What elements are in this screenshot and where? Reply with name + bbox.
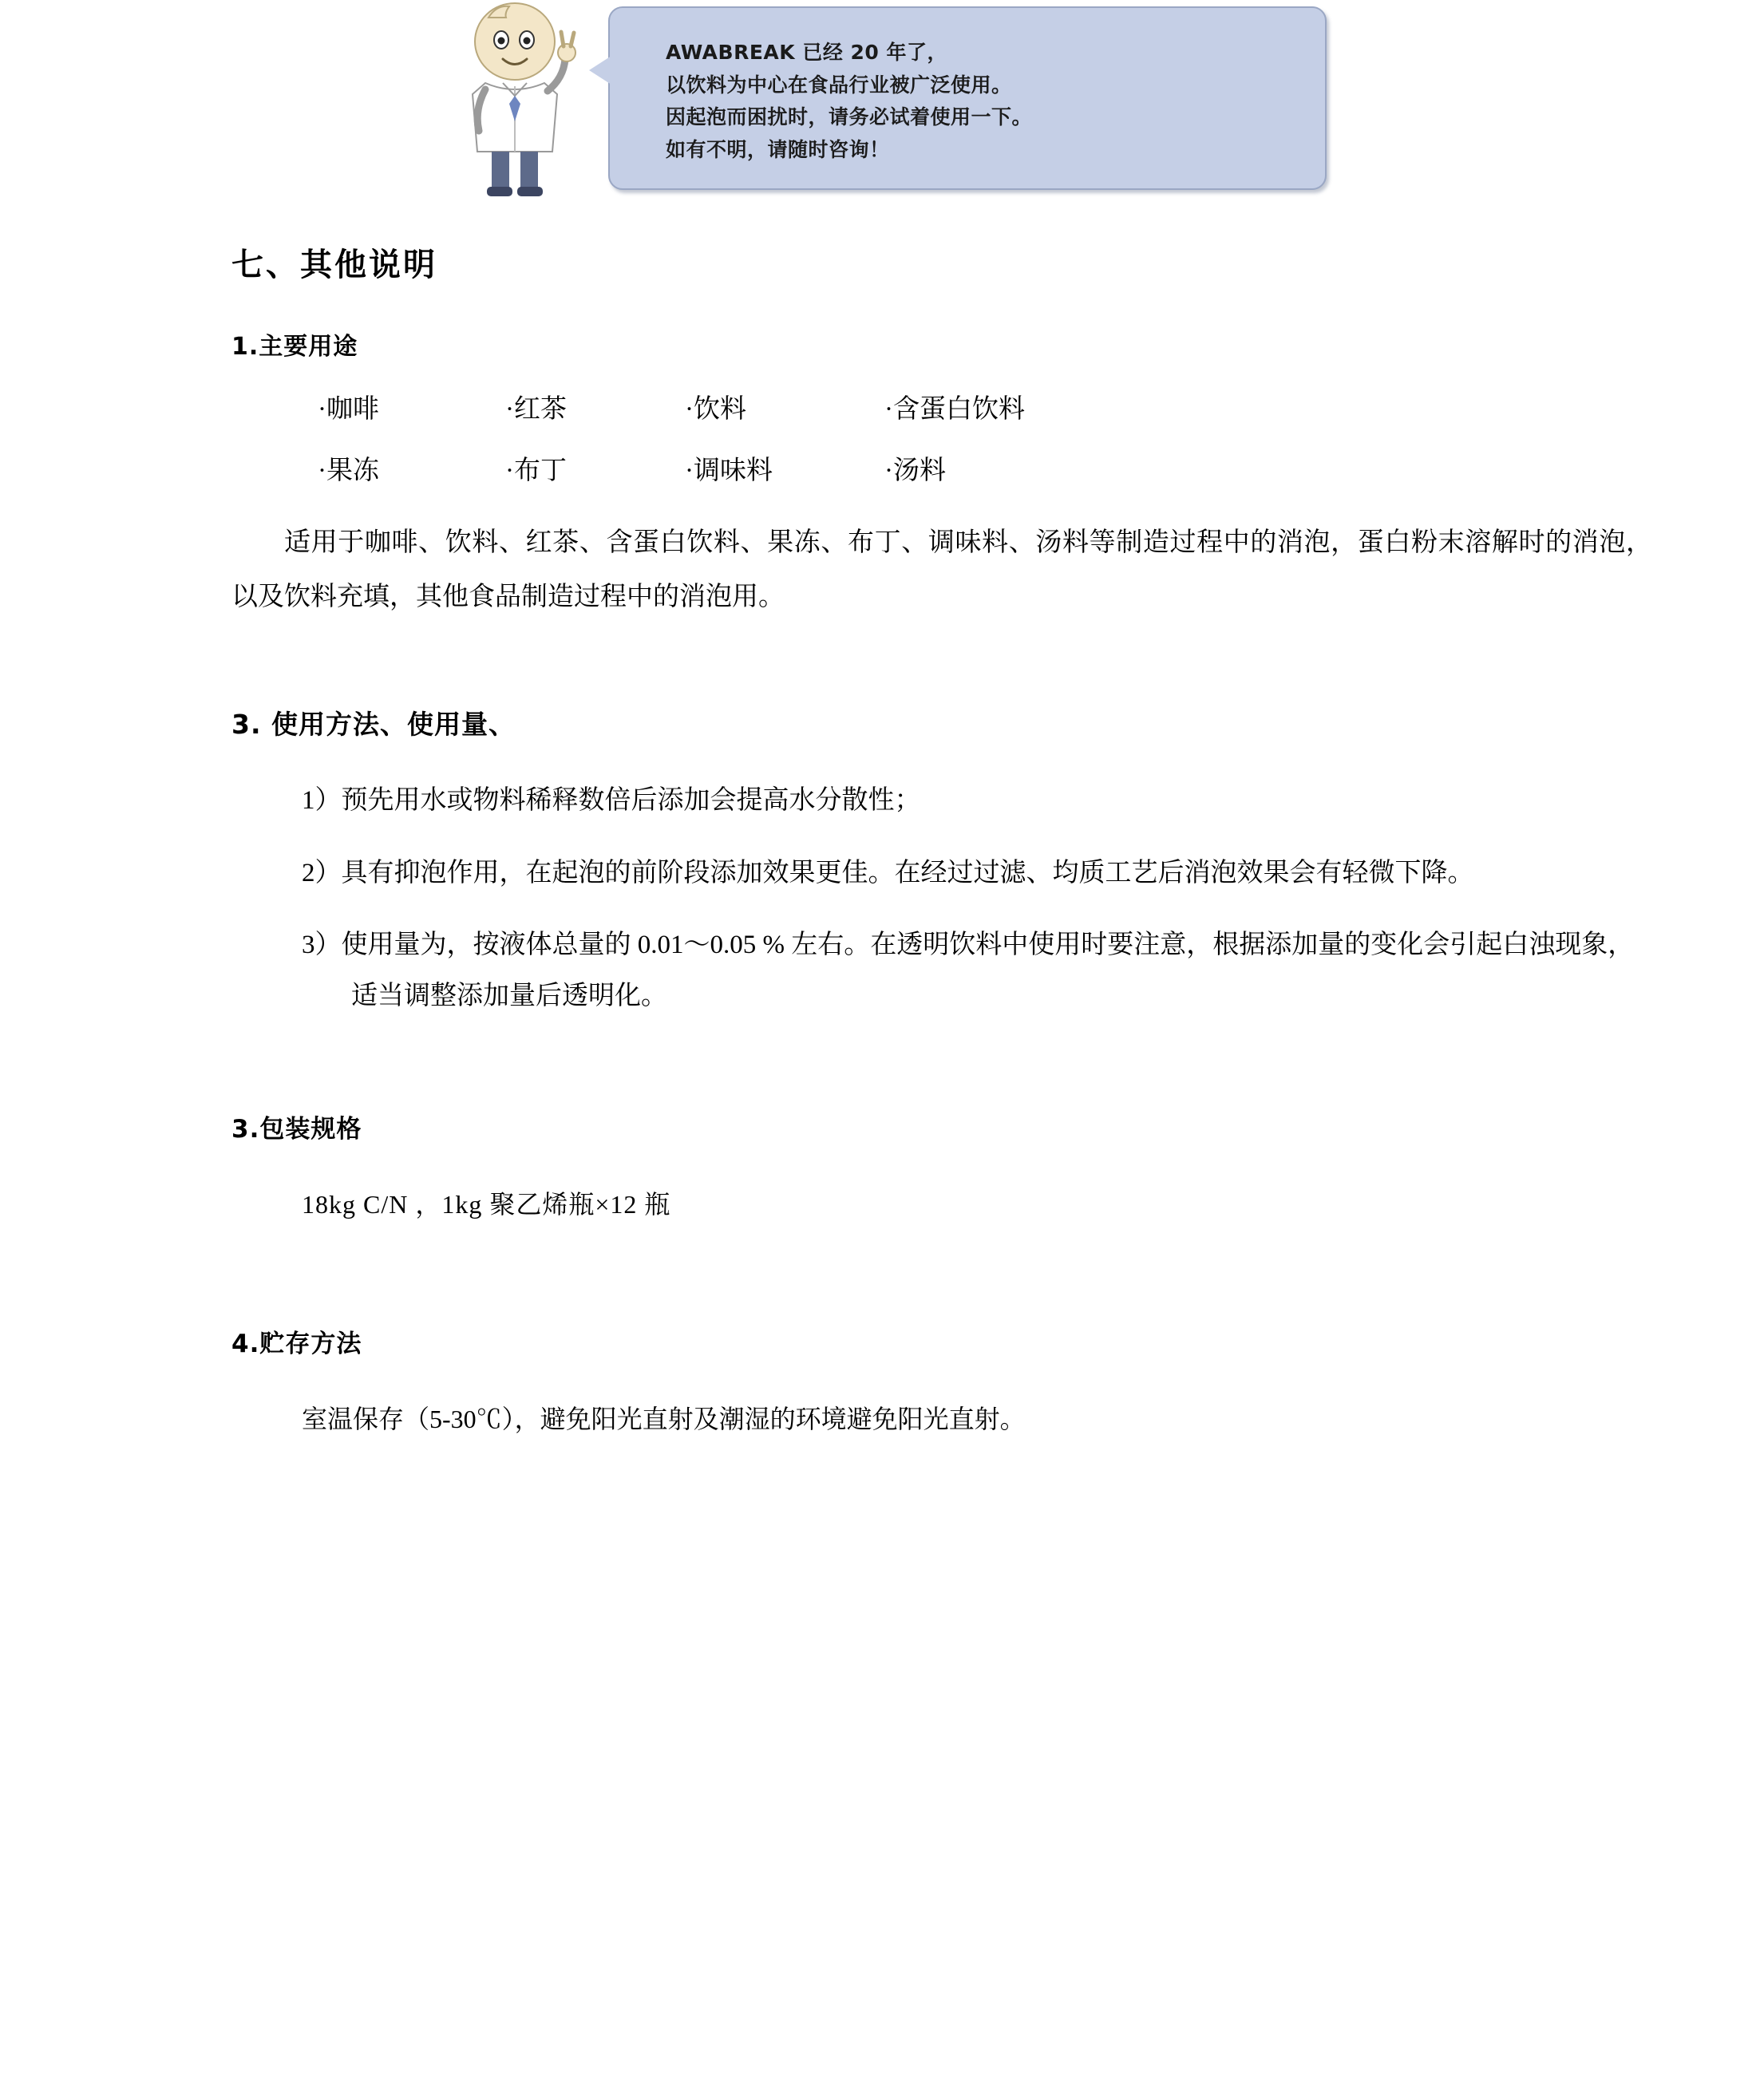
- storage-heading: 4.贮存方法: [231, 1329, 362, 1358]
- bubble-line-2: 以饮料为中心在食品行业被广泛使用。: [666, 73, 1012, 97]
- use-item: ·调味料: [685, 457, 773, 485]
- use-item: ·红茶: [505, 395, 567, 424]
- speech-bubble: [608, 6, 1327, 190]
- list-item: 1）预先用水或物料稀释数倍后添加会提高水分散性；: [302, 786, 921, 816]
- use-item: ·饮料: [685, 395, 746, 424]
- top-banner: [447, 0, 1764, 239]
- usage-list: [231, 775, 1652, 1022]
- use-item: ·果冻: [318, 457, 379, 485]
- section-title: 七、其他说明: [231, 247, 437, 283]
- bubble-line-1: AWABREAK 已经 20 年了，: [666, 41, 948, 64]
- packaging-value: 18kg C/N ，1kg 聚乙烯瓶×12 瓶: [302, 1189, 671, 1219]
- usage-heading: 3. 使用方法、使用量、: [231, 709, 516, 741]
- document-body: [0, 239, 1764, 1436]
- use-item: ·咖啡: [318, 395, 379, 424]
- uses-row-1: [231, 397, 1652, 423]
- use-item: ·布丁: [505, 457, 567, 485]
- uses-paragraph: 适用于咖啡、饮料、红茶、含蛋白饮料、果冻、布丁、调味料、汤料等制造过程中的消泡，蛋白粉末溶解时的消泡，以及饮料充填，其他食品制造过程中的消泡用。: [231, 528, 1652, 611]
- use-item: ·汤料: [884, 457, 946, 485]
- scientist-mascot-icon: [447, 0, 591, 208]
- bubble-line-3: 因起泡而困扰时，请务必试着使用一下。: [666, 105, 1033, 128]
- uses-row-2: [231, 458, 1652, 484]
- bubble-line-4: 如有不明，请随时咨询！: [666, 137, 890, 161]
- use-item: ·含蛋白饮料: [884, 395, 1025, 424]
- uses-heading: 1.主要用途: [231, 333, 358, 361]
- storage-value: 室温保存（5-30℃），避免阳光直射及潮湿的环境避免阳光直射。: [302, 1404, 1026, 1433]
- list-item: 3）使用量为，按液体总量的 0.01～0.05 % 左右。在透明饮料中使用时要注意，根据添加量的变化会引起白浊现象，适当调整添加量后透明化。: [302, 930, 1635, 1011]
- packaging-heading: 3.包装规格: [231, 1114, 362, 1144]
- list-item: 2）具有抑泡作用，在起泡的前阶段添加效果更佳。在经过过滤、均质工艺后消泡效果会有轻微下降。: [302, 858, 1474, 887]
